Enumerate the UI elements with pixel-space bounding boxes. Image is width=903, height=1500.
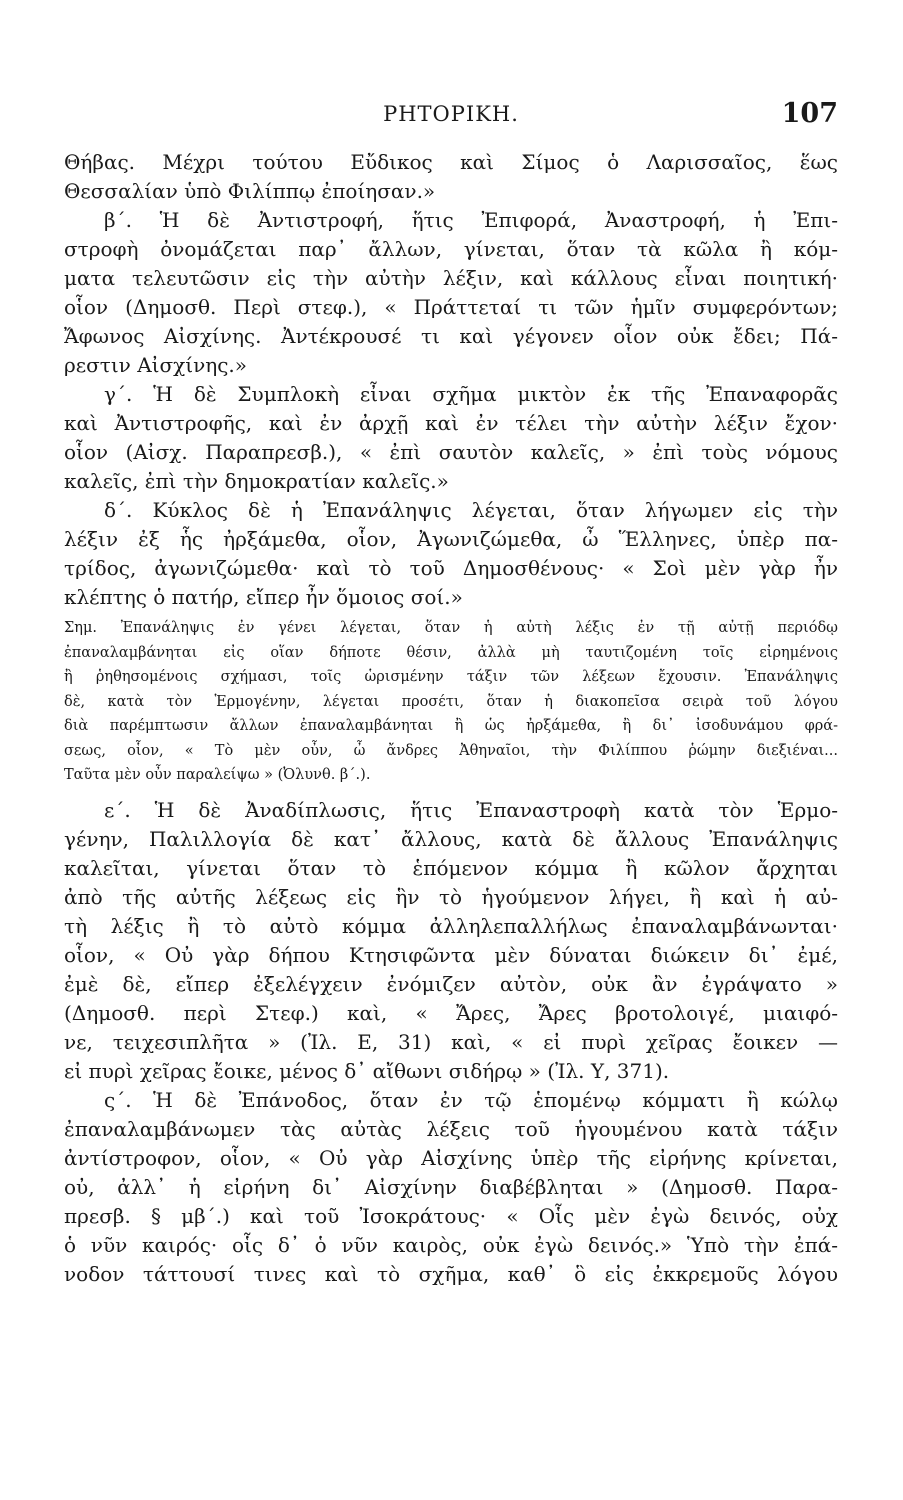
text-line: Θεσσαλίαν ὑπὸ Φιλίππῳ ἐποίησαν.» bbox=[64, 179, 436, 203]
text-line: γ΄. Ἡ δὲ Συμπλοκὴ εἶναι σχῆμα μικτὸν ἐκ τῆς Ἐπαναφορᾶς bbox=[104, 382, 838, 406]
note-line: Σημ. Ἐπανάληψις ἐν γένει λέγεται, ὅταν ἡ αὐτὴ λέξις ἐν τῇ αὐτῇ περιόδῳ bbox=[64, 620, 838, 636]
note-line: διὰ παρέμπτωσιν ἄλλων ἐπαναλαμβάνηται ἢ ὡς ἠρξάμεθα, ἢ δι᾽ ἰσοδυνάμου φρά- bbox=[64, 718, 838, 734]
note-line: ἢ ῥηθησομένοις σχήμασι, τοῖς ὡρισμένην τάξιν τῶν λέξεων ἔχουσιν. Ἐπανάληψις bbox=[64, 669, 838, 685]
running-title: ΡΗΤΟΡΙΚΗ. bbox=[383, 102, 519, 126]
page-header bbox=[64, 100, 838, 140]
text-line: τρίδος, ἀγωνιζώμεθα· καὶ τὸ τοῦ Δημοσθένους· « Σοὶ μὲν γὰρ ἦν bbox=[64, 556, 838, 580]
note-line: Ταῦτα μὲν οὖν παραλείψω » (Ὀλυνθ. β΄.). bbox=[64, 767, 371, 783]
text-line: τὴ λέξις ἢ τὸ αὐτὸ κόμμα ἀλληλεπαλλήλως ἐπαναλαμβάνωνται· bbox=[64, 913, 838, 938]
text-line: γένην, Παλιλλογία δὲ κατ᾽ ἄλλους, κατὰ δὲ ἄλλους Ἐπανάληψις bbox=[64, 826, 838, 851]
text-line: ε΄. Ἡ δὲ Ἀναδίπλωσις, ἥτις Ἐπαναστροφὴ κατὰ τὸν Ἑρμο- bbox=[104, 797, 838, 822]
page-number: 107 bbox=[781, 98, 838, 129]
text-line: (Δημοσθ. περὶ Στεφ.) καὶ, « Ἄρες, Ἄρες βροτολοιγέ, μιαιφό- bbox=[64, 1000, 838, 1025]
text-line: στροφὴ ὀνομάζεται παρ᾽ ἄλλων, γίνεται, ὅταν τὰ κῶλα ἢ κόμ- bbox=[64, 237, 838, 261]
text-line: ὁ νῦν καιρός· οἷς δ᾽ ὁ νῦν καιρὸς, οὐκ ἐγὼ δεινός.» Ὑπὸ τὴν ἐπά- bbox=[64, 1232, 838, 1257]
text-line: Ἄφωνος Αἰσχίνης. Ἀντέκρουσέ τι καὶ γέγονεν οἷον οὐκ ἔδει; Πά- bbox=[64, 324, 838, 348]
text-line: κλέπτης ὁ πατήρ, εἴπερ ἦν ὅμοιος σοί.» bbox=[64, 585, 463, 609]
text-line: δ΄. Κύκλος δὲ ἡ Ἐπανάληψις λέγεται, ὅταν λήγωμεν εἰς τὴν bbox=[104, 498, 838, 522]
text-line: ς΄. Ἡ δὲ Ἐπάνοδος, ὅταν ἐν τῷ ἑπομένῳ κόμματι ἢ κώλῳ bbox=[104, 1087, 838, 1112]
text-line: καὶ Ἀντιστροφῆς, καὶ ἐν ἀρχῇ καὶ ἐν τέλει τὴν αὐτὴν λέξιν ἔχον· bbox=[64, 411, 838, 435]
note-line: δὲ, κατὰ τὸν Ἑρμογένην, λέγεται προσέτι, ὅταν ἡ διακοπεῖσα σειρὰ τοῦ λόγου bbox=[64, 693, 838, 710]
text-line: πρεσβ. § μβ΄.) καὶ τοῦ Ἰσοκράτους· « Οἷς μὲν ἐγὼ δεινός, οὐχ bbox=[64, 1203, 838, 1228]
text-line: β΄. Ἡ δὲ Ἀντιστροφή, ἥτις Ἐπιφορά, Ἀναστροφή, ἡ Ἐπι- bbox=[104, 208, 838, 232]
page-body bbox=[64, 148, 838, 1289]
text-line: οἷον (Αἰσχ. Παραπρεσβ.), « ἐπὶ σαυτὸν καλεῖς, » ἐπὶ τοὺς νόμους bbox=[64, 440, 838, 464]
text-line: νοδον τάττουσί τινες καὶ τὸ σχῆμα, καθ᾽ ὃ εἰς ἐκκρεμοῦς λόγου bbox=[64, 1261, 838, 1286]
text-line: οἷον (Δημοσθ. Περὶ στεφ.), « Πράττεταί τι τῶν ἡμῖν συμφερόντων; bbox=[64, 295, 838, 319]
text-line: λέξιν ἐξ ἧς ἠρξάμεθα, οἷον, Ἀγωνιζώμεθα, ὦ Ἕλληνες, ὑπὲρ πα- bbox=[64, 527, 838, 551]
footnote-block bbox=[64, 616, 838, 788]
text-line: ἐμὲ δὲ, εἴπερ ἐξελέγχειν ἐνόμιζεν αὐτὸν, οὐκ ἂν ἐγράψατο » bbox=[64, 971, 838, 996]
note-line: ἐπαναλαμβάνηται εἰς οἵαν δήποτε θέσιν, ἀλλὰ μὴ ταυτιζομένη τοῖς εἰρημένοις bbox=[64, 644, 838, 661]
text-line: Θήβας. Μέχρι τούτου Εὔδικος καὶ Σίμος ὁ Λαρισσαῖος, ἕως bbox=[64, 150, 838, 174]
text-line: ἐπαναλαμβάνωμεν τὰς αὐτὰς λέξεις τοῦ ἡγουμένου κατὰ τάξιν bbox=[64, 1116, 838, 1141]
text-line: νε, τειχεσιπλῆτα » (Ἰλ. Ε, 31) καὶ, « εἰ πυρὶ χεῖρας ἔοικεν — bbox=[64, 1029, 838, 1054]
text-line: οἷον, « Οὐ γὰρ δήπου Κτησιφῶντα μὲν δύναται διώκειν δι᾽ ἐμέ, bbox=[64, 942, 838, 967]
note-line: σεως, οἷον, « Τὸ μὲν οὖν, ὦ ἄνδρες Ἀθηναῖοι, τὴν Φιλίππου ῥώμην διεξιέναι... bbox=[64, 742, 838, 759]
text-line: ρεστιν Αἰσχίνης.» bbox=[64, 353, 248, 377]
text-line: οὐ, ἀλλ᾽ ἡ εἰρήνη δι᾽ Αἰσχίνην διαβέβληται » (Δημοσθ. Παρα- bbox=[64, 1174, 838, 1199]
text-line: καλεῖται, γίνεται ὅταν τὸ ἑπόμενον κόμμα ἢ κῶλον ἄρχηται bbox=[64, 855, 838, 880]
text-line: ἀντίστροφον, οἷον, « Οὐ γὰρ Αἰσχίνης ὑπὲρ τῆς εἰρήνης κρίνεται, bbox=[64, 1145, 838, 1170]
text-line: εἰ πυρὶ χεῖρας ἔοικε, μένος δ᾽ αἴθωνι σιδήρῳ » (Ἰλ. Υ, 371). bbox=[64, 1058, 670, 1083]
text-line: ἀπὸ τῆς αὐτῆς λέξεως εἰς ἣν τὸ ἡγούμενον λήγει, ἢ καὶ ἡ αὐ- bbox=[64, 884, 838, 909]
text-line: καλεῖς, ἐπὶ τὴν δημοκρατίαν καλεῖς.» bbox=[64, 469, 449, 493]
text-line: ματα τελευτῶσιν εἰς τὴν αὐτὴν λέξιν, καὶ κάλλους εἶναι ποιητική· bbox=[64, 266, 838, 290]
